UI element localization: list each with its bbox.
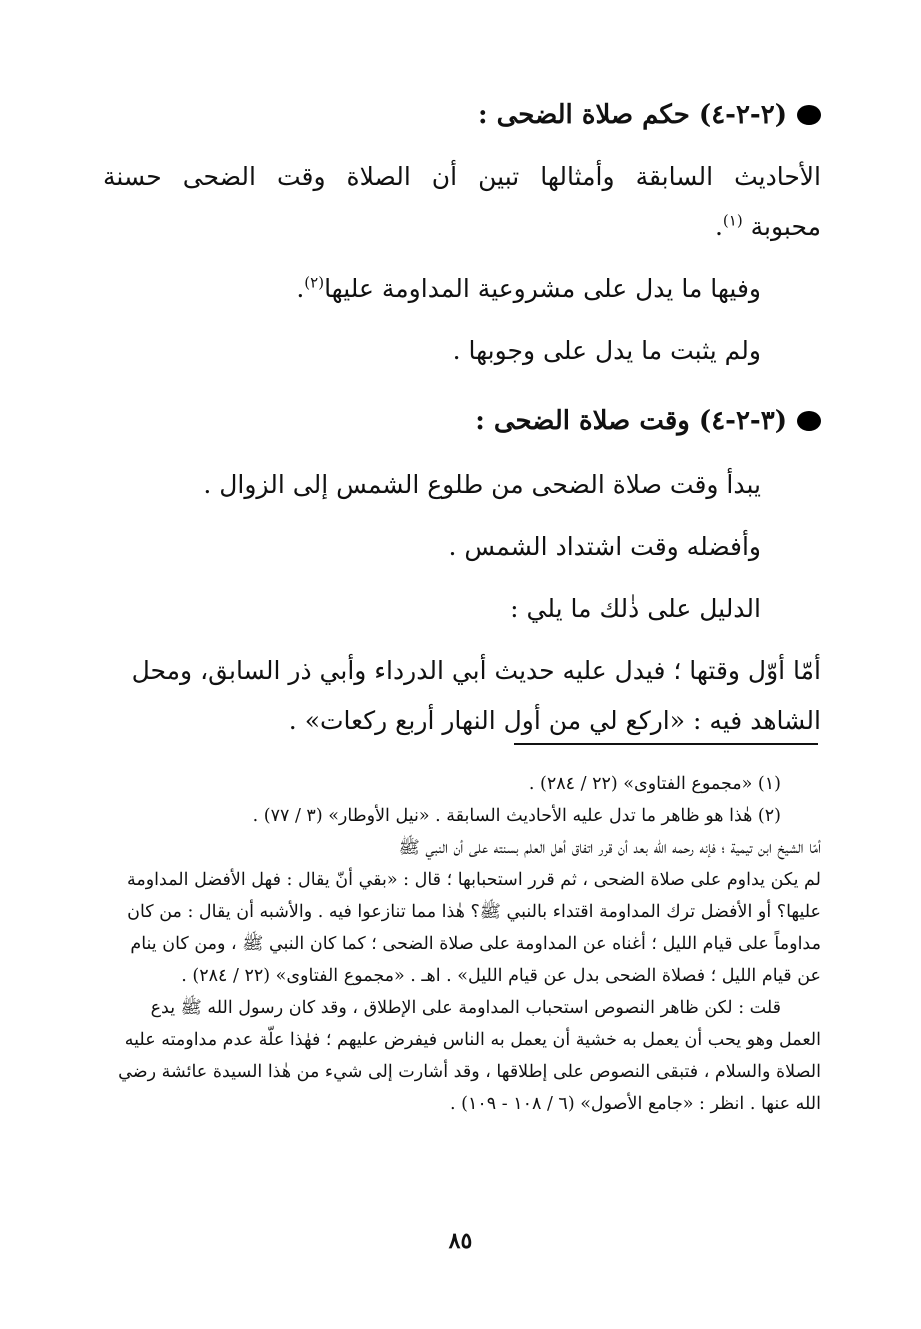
paragraph-line: الشاهد فيه : «اركع لي من أول النهار أربع ركعات» . — [288, 706, 821, 735]
footnote-ref: (١) — [722, 211, 743, 230]
section-heading-time — [103, 394, 821, 448]
paragraph — [103, 584, 821, 634]
paragraph-line: الدليل على ذٰلك ما يلي : — [510, 594, 761, 623]
footnote-line: (١) «مجموع الفتاوى» (٢٢ / ٢٨٤) . — [528, 774, 781, 794]
paragraph-line: وأفضله وقت اشتداد الشمس . — [448, 532, 761, 561]
page-number: ٨٥ — [448, 1228, 473, 1254]
footnotes — [103, 768, 821, 1120]
paragraph — [103, 264, 821, 314]
punctuation: . — [714, 212, 723, 241]
footnote-line: الصلاة والسلام ، فتبقى النصوص على إطلاقها ، وقد أشارت إلى شيء من هٰذا السيدة عائشة رضي — [118, 1062, 821, 1082]
footnote-line: عن قيام الليل ؛ فصلاة الضحى بدل عن قيام الليل» . اهـ . «مجموع الفتاوى» (٢٢ / ٢٨٤) . — [181, 966, 821, 986]
paragraph-line: ولم يثبت ما يدل على وجوبها . — [452, 336, 761, 365]
paragraph — [103, 326, 821, 376]
heading-text: (٢-٢-٤) حكم صلاة الضحى : — [477, 100, 787, 130]
footnote-line: الله عنها . انظر : «جامع الأصول» (٦ / ١٠٨ - ١٠٩) . — [449, 1094, 821, 1114]
paragraph — [103, 522, 821, 572]
footnote-line: أمّا الشيخ ابن تيمية ؛ فإنه رحمه الله بعد أن قرر اتفاق أهل العلم بسنته على أن النبي ﷺ — [398, 838, 821, 858]
paragraph-line: وفيها ما يدل على مشروعية المداومة عليها — [324, 274, 761, 303]
paragraph-line: الأحاديث السابقة وأمثالها تبين أن الصلاة وقت الضحى حسنة — [103, 162, 821, 191]
paragraph-line: أمّا أوّل وقتها ؛ فيدل عليه حديث أبي الدرداء وأبي ذر السابق، ومحل — [131, 656, 821, 685]
footnote-line: مداوماً على قيام الليل ؛ أغناه عن المداومة على صلاة الضحى ؛ كما كان النبي ﷺ ، ومن كان ينام — [130, 934, 821, 954]
main-text — [103, 88, 821, 746]
paragraph — [103, 202, 821, 252]
paragraph-line: محبوبة — [750, 212, 821, 241]
footnote-ref: (٢) — [304, 273, 325, 292]
heading-text: (٣-٢-٤) وقت صلاة الضحى : — [475, 406, 787, 436]
paragraph — [103, 646, 881, 696]
bullet-icon — [797, 411, 821, 431]
footnote-line: عليها؟ أو الأفضل ترك المداومة اقتداء بالنبي ﷺ؟ هٰذا مما تنازعوا فيه . والأشبه أن يقال : من كان — [127, 902, 821, 922]
footnote-line: لم يكن يداوم على صلاة الضحى ، ثم قرر استحبابها ؛ قال : «بقي أنّ يقال : فهل الأفضل المداومة — [126, 870, 821, 890]
footnote-separator — [514, 743, 818, 745]
paragraph-line: يبدأ وقت صلاة الضحى من طلوع الشمس إلى الزوال . — [203, 470, 761, 499]
paragraph — [103, 460, 821, 510]
footnote-line: (٢) هٰذا هو ظاهر ما تدل عليه الأحاديث السابقة . «نيل الأوطار» (٣ / ٧٧) . — [252, 806, 781, 826]
bullet-icon — [797, 105, 821, 125]
punctuation: . — [296, 274, 305, 303]
paragraph — [103, 696, 821, 746]
footnote-line: قلت : لكن ظاهر النصوص استحباب المداومة على الإطلاق ، وقد كان رسول الله ﷺ يدع — [150, 998, 781, 1018]
paragraph — [103, 152, 821, 202]
section-heading-ruling — [103, 88, 821, 142]
footnote-line: العمل وهو يحب أن يعمل به خشية أن يعمل به الناس فيفرض عليهم ؛ فهٰذا علّة عدم مداومته عليه — [124, 1030, 821, 1050]
